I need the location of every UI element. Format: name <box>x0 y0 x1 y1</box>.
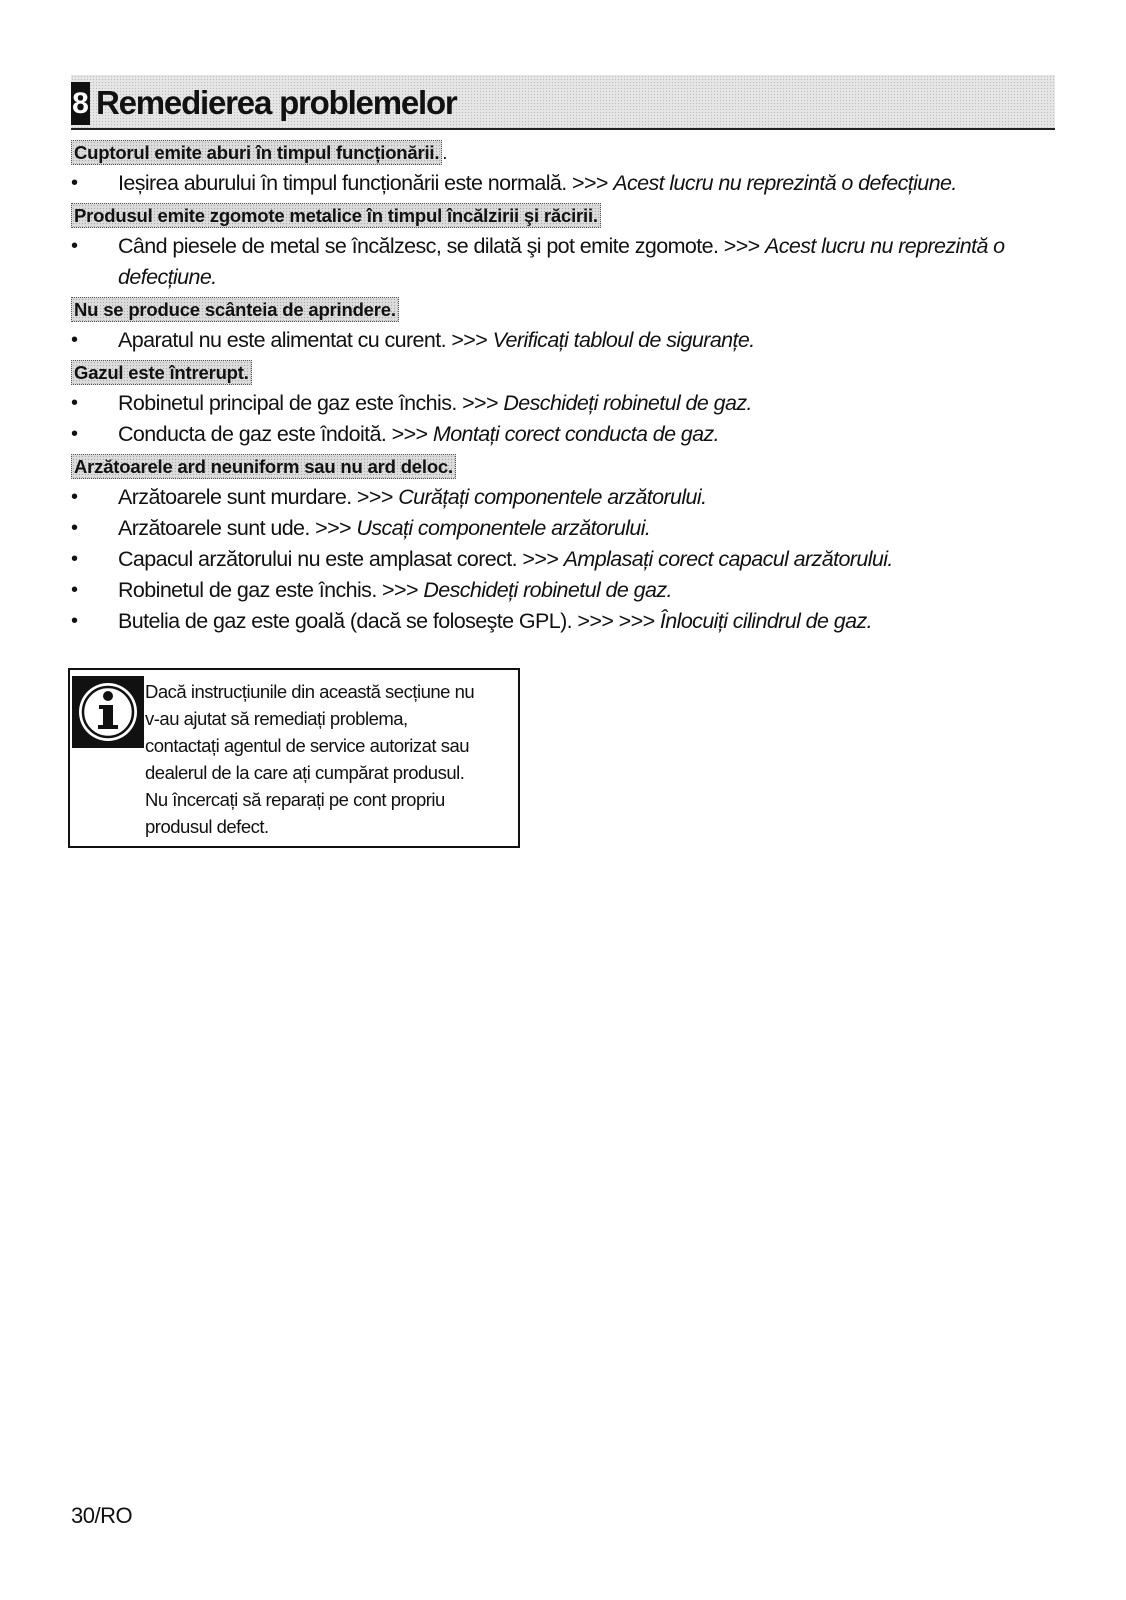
cause-text: Robinetul de gaz este închis. >>> <box>118 578 424 602</box>
problem-heading: Produsul emite zgomote metalice în timpul încălzirii şi răcirii. <box>71 203 601 228</box>
solution-text: Amplasați corect capacul arzătorului. <box>563 547 893 571</box>
problem-heading-row <box>71 203 1031 231</box>
bullet-icon: • <box>71 172 78 194</box>
solution-text: Deschideți robinetul de gaz. <box>423 578 672 602</box>
info-line: contactați agentul de service autorizat sau <box>145 735 470 756</box>
problem-heading: Arzătoarele ard neuniform sau nu ard deloc. <box>71 454 456 479</box>
solution-text: Verificați tabloul de siguranțe. <box>492 328 755 352</box>
cause-item <box>71 325 1031 356</box>
info-note-box <box>68 668 520 848</box>
cause-list <box>71 482 1031 637</box>
cause-item <box>71 606 1031 637</box>
info-line: dealerul de la care ați cumpărat produsul. <box>145 762 465 783</box>
solution-text: Uscați componentele arzătorului. <box>356 516 651 540</box>
cause-item <box>71 419 1031 450</box>
cause-text: Robinetul principal de gaz este închis. >>> <box>118 391 504 415</box>
problem-heading-row <box>71 454 1031 482</box>
problem-heading-row <box>71 360 1031 388</box>
info-line: Nu încercați să reparați pe cont propriu <box>145 789 445 810</box>
section-number: 8 <box>71 82 90 125</box>
problem-heading: Cuptorul emite aburi în timpul funcționării. <box>71 140 442 165</box>
info-icon <box>72 676 144 748</box>
cause-text: Când piesele de metal se încălzesc, se dilată şi pot emite zgomote. >>> <box>118 234 765 258</box>
problem-heading: Gazul este întrerupt. <box>71 360 252 385</box>
bullet-icon: • <box>71 392 78 414</box>
bullet-icon: • <box>71 329 78 351</box>
problem-heading: Nu se produce scânteia de aprindere. <box>71 297 399 322</box>
problem-heading-row <box>71 140 1031 168</box>
bullet-icon: • <box>71 610 78 632</box>
cause-list <box>71 168 1031 199</box>
solution-text: Acest lucru nu reprezintă o defecțiune. <box>613 171 957 195</box>
troubleshooting-list <box>71 140 1031 641</box>
cause-text: Arzătoarele sunt ude. >>> <box>118 516 357 540</box>
cause-item <box>71 482 1031 513</box>
info-line: produsul defect. <box>145 816 269 837</box>
section-header <box>71 75 1055 130</box>
solution-text: Curățați componentele arzătorului. <box>398 485 707 509</box>
info-line: Dacă instrucțiunile din această secțiune nu <box>145 681 475 702</box>
cause-item <box>71 575 1031 606</box>
solution-text: Montați corect conducta de gaz. <box>432 422 720 446</box>
cause-list <box>71 388 1031 450</box>
info-note-text <box>145 678 515 840</box>
cause-text: Ieșirea aburului în timpul funcționării este normală. >>> <box>118 171 614 195</box>
bullet-icon: • <box>71 235 78 257</box>
bullet-icon: • <box>71 548 78 570</box>
bullet-icon: • <box>71 423 78 445</box>
cause-item <box>71 544 1031 575</box>
cause-text: Butelia de gaz este goală (dacă se foloseşte GPL). >>> >>> <box>118 609 660 633</box>
solution-text: Înlocuiți cilindrul de gaz. <box>659 609 872 633</box>
cause-item <box>71 388 1031 419</box>
bullet-icon: • <box>71 517 78 539</box>
info-line: v-au ajutat să remediați problema, <box>145 708 408 729</box>
heading-trailing-dot: . <box>442 143 448 163</box>
cause-item <box>71 168 1031 199</box>
cause-list <box>71 231 1031 293</box>
section-title: Remedierea problemelor <box>96 84 457 121</box>
solution-text: Acest lucru nu reprezintă o defecțiune. <box>118 234 1005 289</box>
cause-text: Aparatul nu este alimentat cu curent. >>> <box>118 328 493 352</box>
problem-heading-row <box>71 297 1031 325</box>
solution-text: Deschideți robinetul de gaz. <box>503 391 752 415</box>
cause-list <box>71 325 1031 356</box>
cause-text: Conducta de gaz este îndoită. >>> <box>118 422 433 446</box>
cause-text: Arzătoarele sunt murdare. >>> <box>118 485 399 509</box>
cause-item <box>71 231 1031 293</box>
page-number: 30/RO <box>71 1503 133 1528</box>
bullet-icon: • <box>71 579 78 601</box>
cause-text: Capacul arzătorului nu este amplasat corect. >>> <box>118 547 564 571</box>
bullet-icon: • <box>71 486 78 508</box>
cause-item <box>71 513 1031 544</box>
